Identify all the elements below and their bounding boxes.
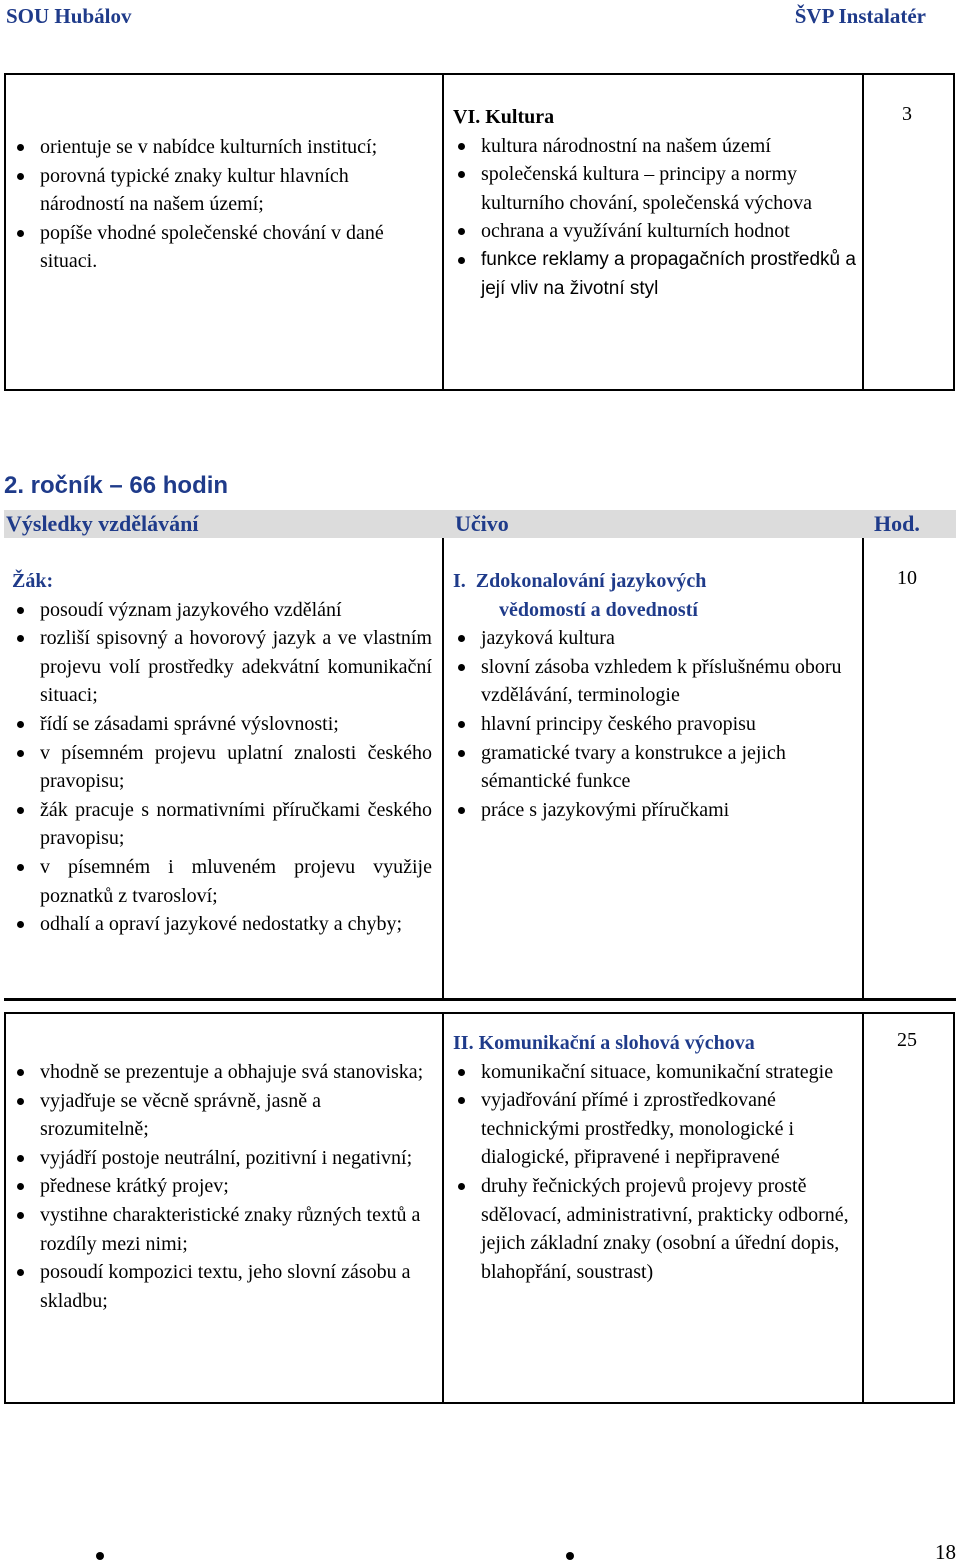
list-item: posoudí kompozici textu, jeho slovní zásobu a skladbu; [12,1258,432,1315]
list-item: posoudí význam jazykového vzdělání [12,596,432,625]
list-item: odhalí a opraví jazykové nedostatky a chyby; [12,910,432,939]
column-divider [862,538,864,1000]
column-header-results: Výsledky vzdělávání [6,511,199,536]
section-heading-line2: vědomostí a dovedností [499,598,698,621]
section-title: 2. ročník – 66 hodin [4,472,229,499]
list-item: přednese krátký projev; [12,1172,432,1201]
list-item: v písemném projevu uplatní znalosti českého pravopisu; [12,739,432,796]
footer-bullet-icon [96,1552,104,1560]
section-heading: I. Zdokonalování jazykových [453,570,707,592]
list-item: vyjadřuje se věcně správně, jasně a srozumitelně; [12,1087,432,1144]
hours-value: 3 [902,103,912,125]
section-heading: II. Komunikační a slohová výchova [453,1032,755,1054]
school-name: SOU Hubálov [6,4,132,28]
list-item: orientuje se v nabídce kulturních institucí; [12,133,422,162]
results-list [12,567,432,939]
list-item: rozliší spisovný a hovorový jazyk a ve vlastním projevu volí prostředky adekvátní komunikační situaci; [12,624,432,710]
hours-value: 10 [897,567,917,589]
list-item: jazyková kultura [453,624,858,653]
list-item: žák pracuje s normativními příručkami českého pravopisu; [12,796,432,853]
column-divider [862,1012,864,1404]
list-item: slovní zásoba vzhledem k příslušnému oboru vzdělávání, terminologie [453,653,858,710]
list-item: vhodně se prezentuje a obhajuje svá stanoviska; [12,1058,432,1087]
content-list [453,567,858,824]
student-label: Žák: [12,570,54,592]
column-divider [442,73,444,391]
list-item: hlavní principy českého pravopisu [453,710,858,739]
list-item: vyjádří postoje neutrální, pozitivní i negativní; [12,1144,432,1173]
list-item: vyjadřování přímé i zprostředkované technickými prostředky, monologické i dialogické, připravené i nepřipravené [453,1086,858,1172]
list-item: funkce reklamy a propagačních prostředků a její vliv na životní styl [453,246,858,303]
list-item: ochrana a využívání kulturních hodnot [453,217,858,246]
page-number: 18 [935,1540,956,1564]
results-list [12,1058,432,1315]
content-list [453,103,858,303]
footer-bullet-icon [566,1552,574,1560]
content-list [453,1029,858,1286]
list-item: kultura národnostní na našem území [453,132,858,161]
section-heading: VI. Kultura [453,106,555,128]
list-item: v písemném i mluveném projevu využije poznatků z tvarosloví; [12,853,432,910]
program-name: ŠVP Instalatér [794,4,926,28]
list-item: popíše vhodné společenské chování v dané situaci. [12,219,422,276]
list-item: porovná typické znaky kultur hlavních národností na našem území; [12,162,422,219]
row-divider [4,998,956,1001]
column-divider [442,538,444,1000]
column-header-hours: Hod. [874,511,920,536]
results-list [12,133,422,276]
column-header-bar [4,510,956,538]
list-item: vystihne charakteristické znaky různých textů a rozdíly mezi nimi; [12,1201,432,1258]
list-item: práce s jazykovými příručkami [453,796,858,825]
hours-value: 25 [897,1029,917,1051]
list-item: druhy řečnických projevů projevy prostě sdělovací, administrativní, prakticky odborné, jejich základní znaky (osobní a úřední dopis, blahopřání, soustrast) [453,1172,858,1286]
list-item: řídí se zásadami správné výslovnosti; [12,710,432,739]
column-header-content: Učivo [455,511,509,536]
list-item: gramatické tvary a konstrukce a jejich sémantické funkce [453,739,858,796]
list-item: společenská kultura – principy a normy kulturního chování, společenská výchova [453,160,858,217]
column-divider [442,1012,444,1404]
list-item: komunikační situace, komunikační strategie [453,1058,858,1087]
